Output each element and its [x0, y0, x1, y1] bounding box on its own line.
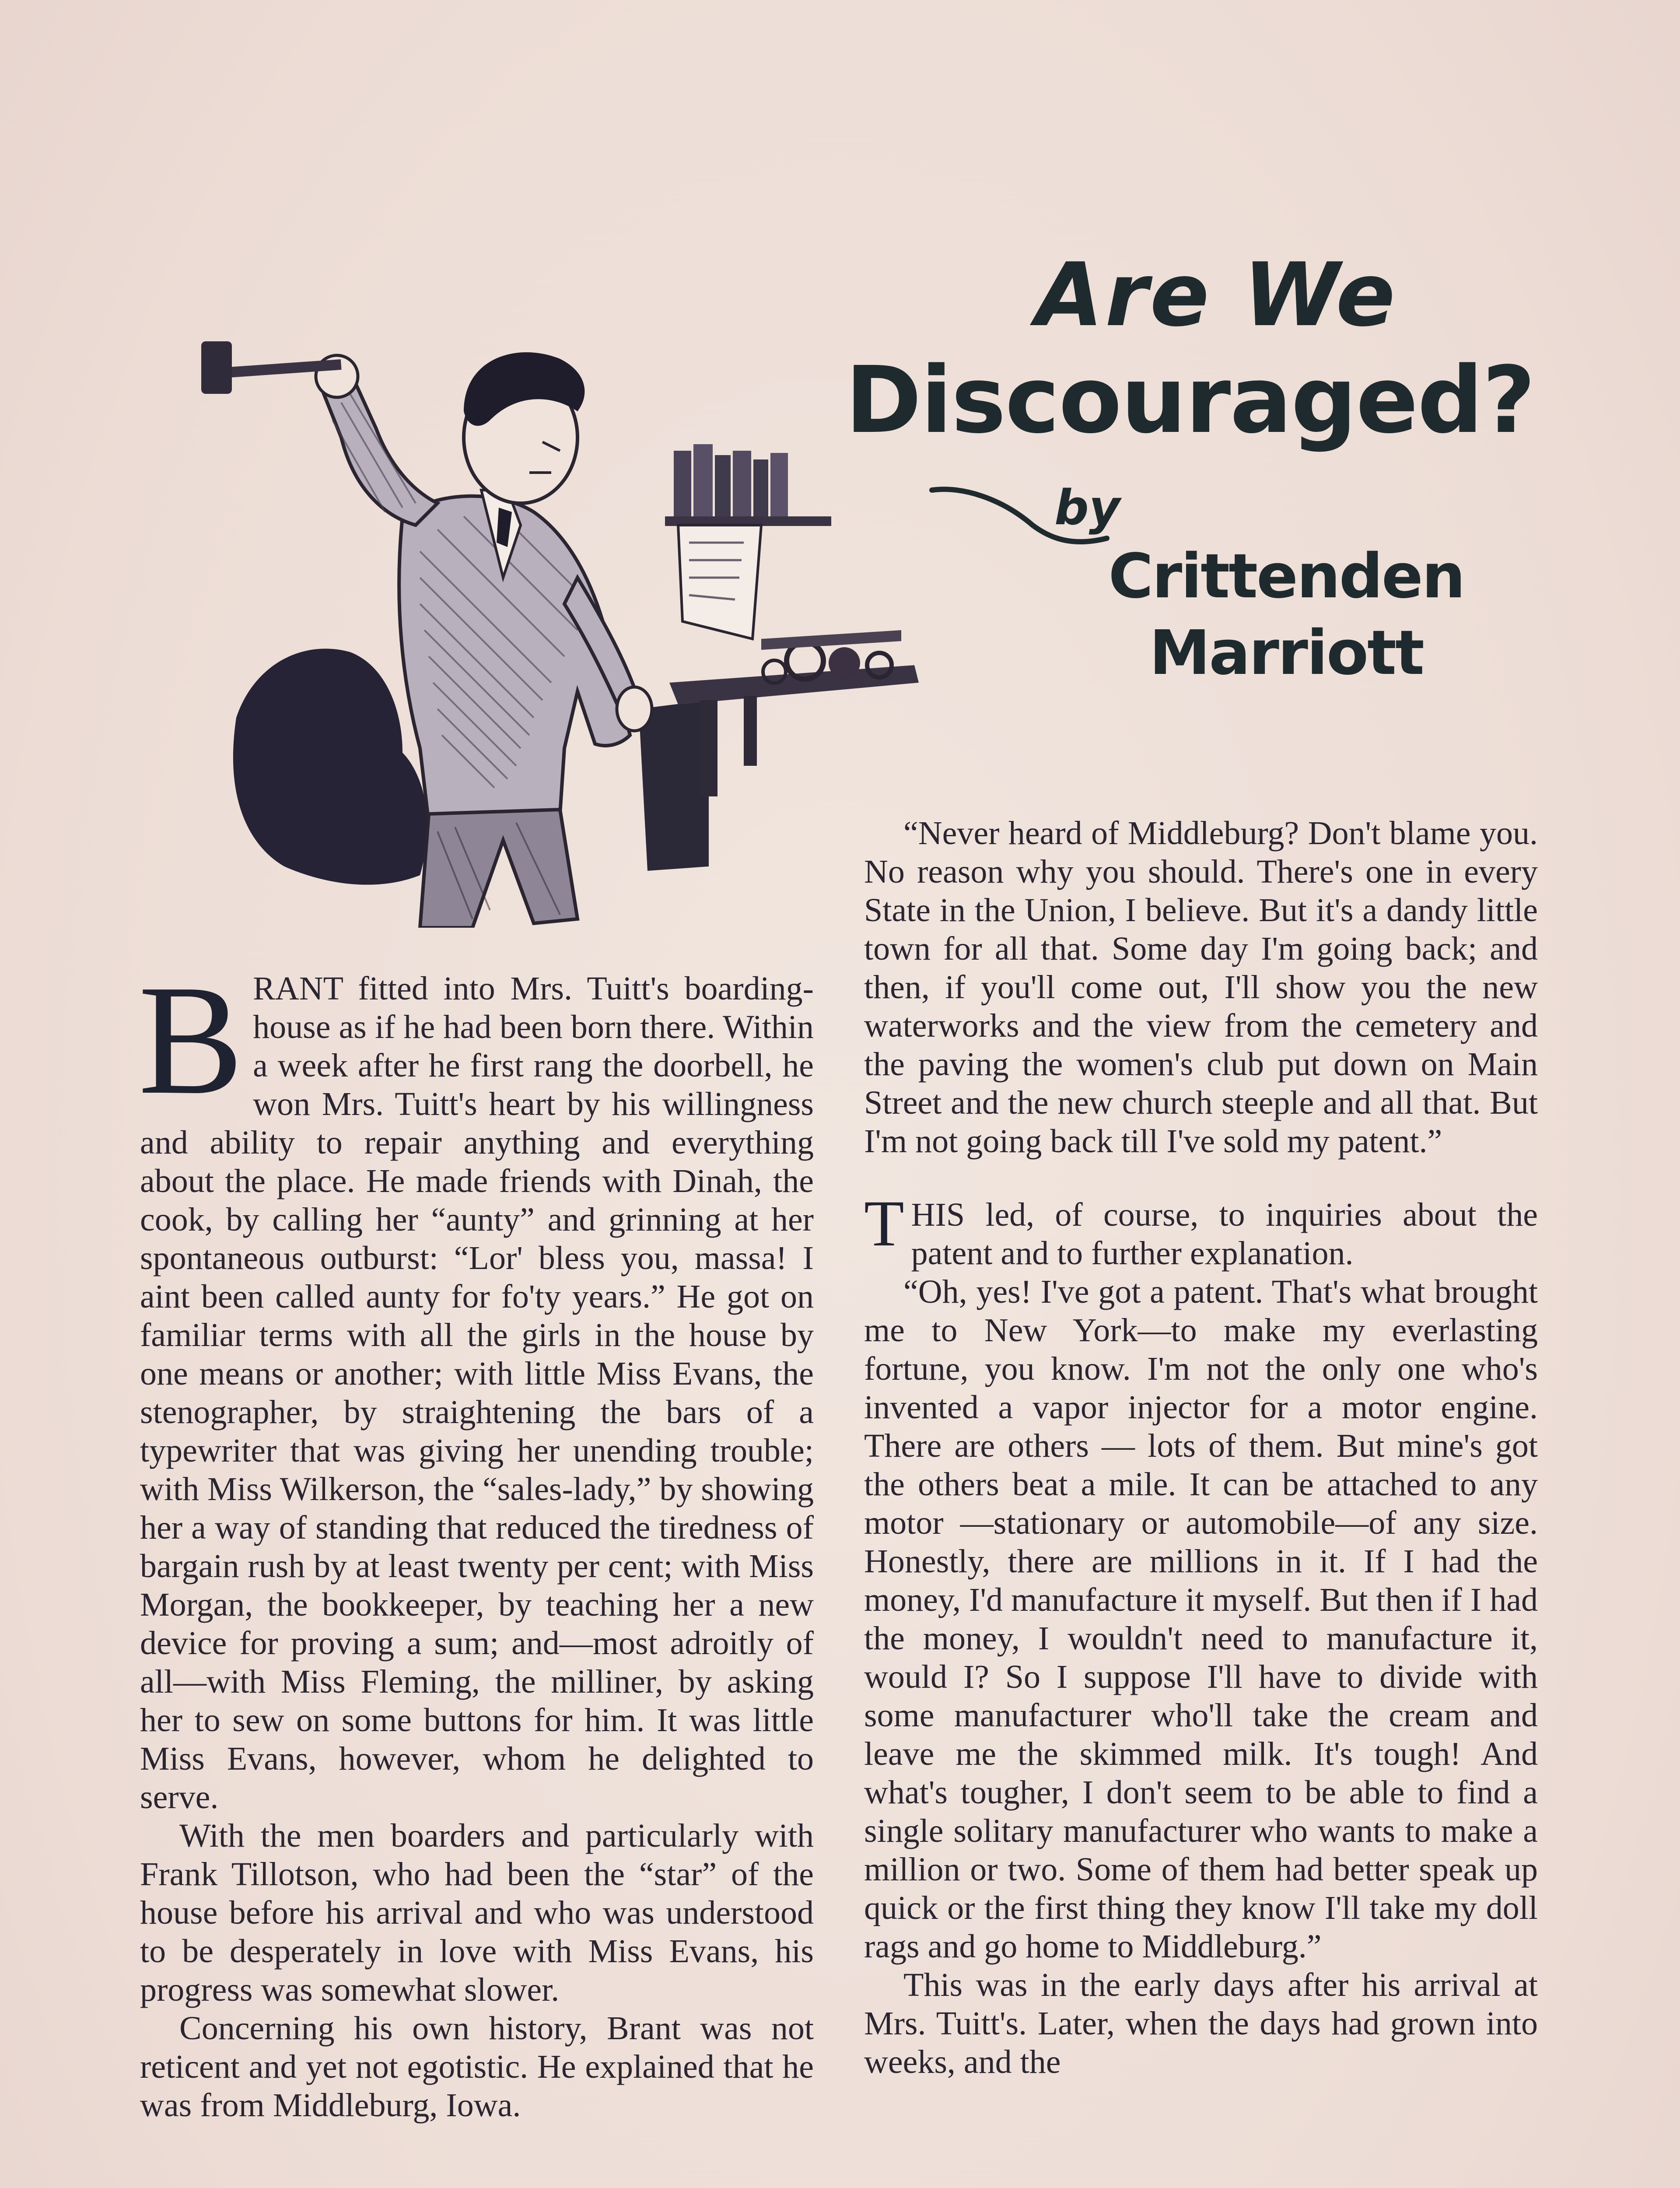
paragraph: With the men boarders and particularly with Frank Tillotson, who had been the “star” of the house before his arrival and who was understood to be desperately in love with Miss Evans, his progress was somewhat slower. — [140, 1817, 814, 2008]
title-line-2: Discouraged? — [845, 347, 1535, 454]
article-title — [814, 245, 1566, 455]
title-line-1: Are We — [1035, 244, 1397, 346]
author-first-name: Crittenden — [1108, 541, 1464, 612]
drop-cap: T — [864, 1187, 904, 1260]
left-column — [138, 952, 814, 2125]
drop-cap: B — [138, 952, 244, 1127]
right-column — [864, 814, 1538, 2081]
author-last-name: Marriott — [1149, 617, 1423, 689]
paragraph: “Never heard of Middleburg? Don't blame you. No reason why you should. There's one in every State in the Union, I believe. But it's a dandy little town for all that. Some day I'm going back; and then, if you'll come out, I'll show you the new waterworks and the view from the cemetery and the paving the women's club put down on Main Street and the new church steeple and all that. But I'm not going back till I've sold my patent.” — [864, 815, 1538, 1160]
paragraph: This was in the early days after his arrival at Mrs. Tuitt's. Later, when the days had grown into weeks, and the — [864, 1967, 1538, 2080]
byline-by: by — [1054, 480, 1120, 536]
paragraph — [138, 952, 814, 1816]
paragraph-text: RANT fitted into Mrs. Tuitt's boarding-house as if he had been born there. Within a week after he first rang the doorbell, he won Mrs. Tuitt's heart by his willingness and ability to repair anything and everything about the place. He made friends with Dinah, the cook, by calling her “aunty” and grinning at her spontaneous outburst: “Lor' bless you, massa! I aint been called aunty for fo'ty years.” He got on familiar terms with all the girls in the house by one means or another; with little Miss Evans, the stenographer, by straightening the bars of a typewriter that was giving her unending trouble; with Miss Wilkerson, the “sales-lady,” by showing her a way of standing that reduced the tiredness of bargain rush by at least twenty per cent; with Miss Morgan, the bookkeeper, by teaching her a new device for proving a sum; and—most adroitly of all—with Miss Fleming, the milliner, by asking her to sew on some buttons for him. It was little Miss Evans, however, whom he delighted to serve. — [140, 970, 814, 1816]
section-break — [864, 1161, 1538, 1196]
paragraph — [864, 1187, 1538, 1273]
byline — [932, 477, 1544, 691]
paragraph: Concerning his own history, Brant was not reticent and yet not egotistic. He explained that he was from Middleburg, Iowa. — [140, 2010, 814, 2124]
paragraph-text: HIS led, of course, to inquiries about the patent and to further explanation. — [911, 1196, 1538, 1272]
paragraph: “Oh, yes! I've got a patent. That's what brought me to New York—to make my everlasting fortune, you know. I'm not the only one who's invented a vapor injector for a motor engine. There are others — lots of them. But mine's got the others beat a mile. It can be attached to any motor —stationary or automobile—of any size. Honestly, there are millions in it. If I had the money, I'd manufacture it myself. But then if I had the money, I wouldn't need to manufacture it, would I? So I suppose I'll have to divide with some manufacturer who'll take the cream and leave me the skimmed milk. It's tough! And what's tougher, I don't seem to be able to find a single solitary manufacturer who wants to make a million or two. Some of them had better speak up quick or the first thing they know I'll take my doll rags and go home to Middleburg.” — [864, 1273, 1538, 1965]
